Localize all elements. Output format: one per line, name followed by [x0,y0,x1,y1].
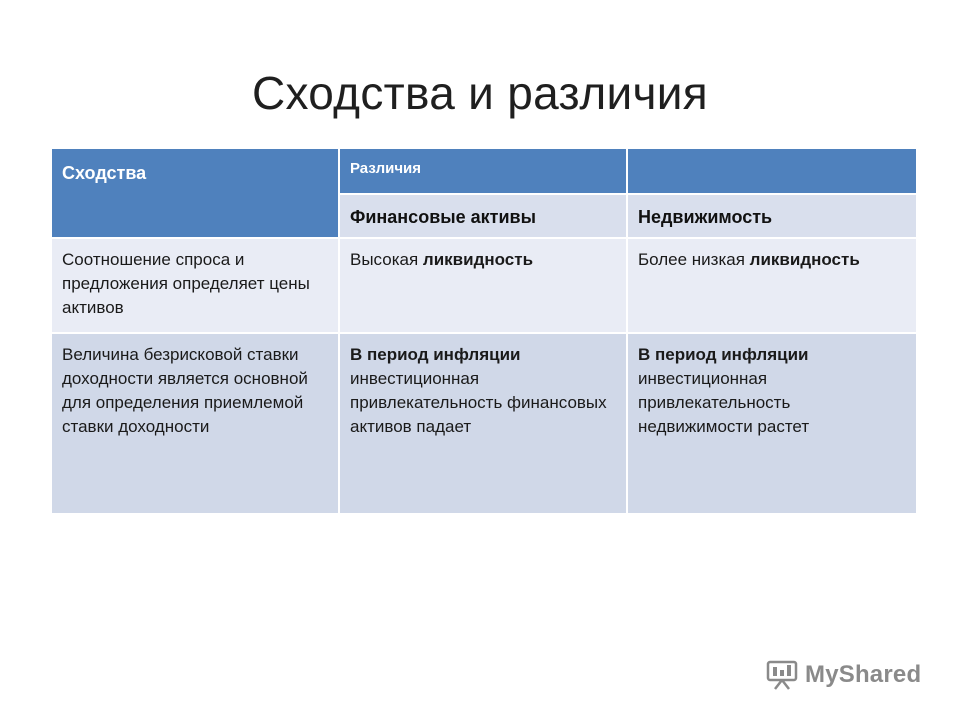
header-similarities: Сходства [52,149,340,239]
cell-text: Высокая [350,250,423,269]
cell-text: инвестиционная привлекательность финансовых активов падает [350,369,607,436]
header-blank-cell [628,149,916,195]
header-differences: Различия [340,149,628,195]
similarity-cell: Соотношение спроса и предложения определяет цены активов [52,239,340,334]
cell-text-bold: В период инфляции [350,345,521,364]
cell-text: инвестиционная привлекательность недвижимости растет [638,369,810,436]
financial-assets-cell [340,239,628,334]
cell-text-bold: В период инфляции [638,345,809,364]
header-financial-assets: Финансовые активы [340,195,628,239]
real-estate-cell [628,334,916,515]
cell-text: Более низкая [638,250,750,269]
cell-text-bold: ликвидность [749,250,860,269]
myshared-watermark[interactable] [765,655,921,695]
real-estate-cell [628,239,916,334]
similarity-cell: Величина безрисковой ставки доходности является основной для определения приемлемой ставки доходности [52,334,340,515]
table-header-row [52,149,916,195]
cell-text-bold: ликвидность [422,250,534,269]
comparison-table [52,149,916,515]
table-row [52,239,916,334]
header-real-estate: Недвижимость [628,195,916,239]
table-row [52,334,916,515]
financial-assets-cell [340,334,628,515]
watermark-text: MyShared [805,661,922,688]
slide-title: Сходства и различия [252,67,708,119]
presentation-board-icon [765,658,799,692]
